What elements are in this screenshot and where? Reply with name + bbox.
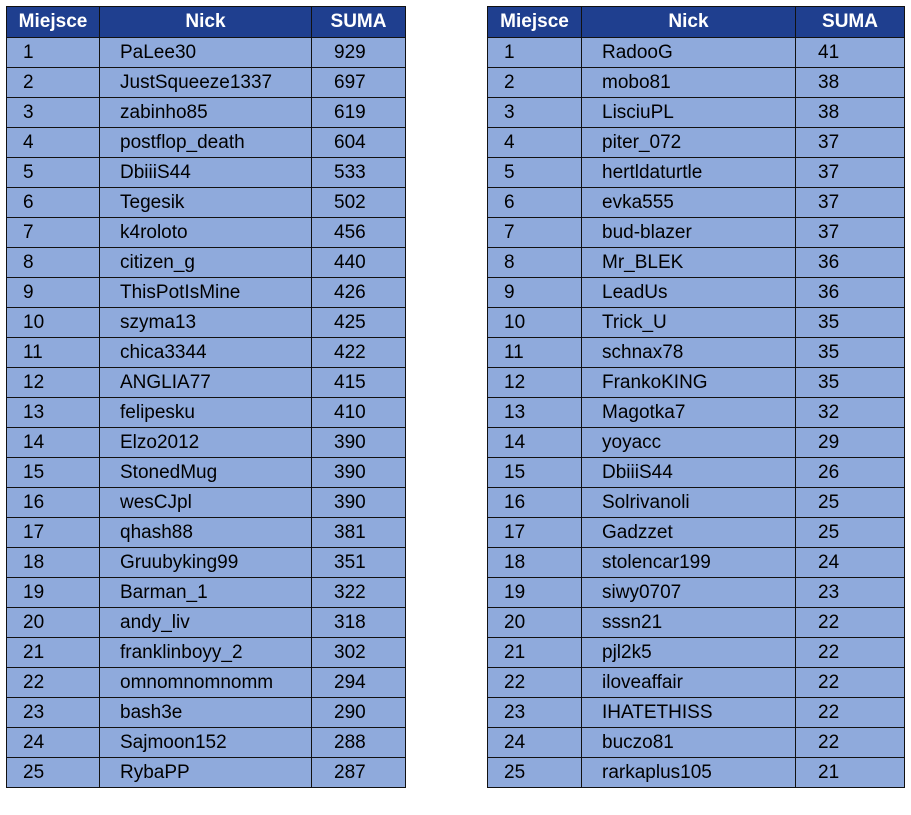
table-row	[488, 608, 905, 638]
header-nick: Nick	[582, 7, 796, 38]
suma-cell: 41	[796, 38, 905, 68]
table-row	[7, 128, 406, 158]
place-cell: 16	[488, 488, 582, 518]
place-cell: 24	[488, 728, 582, 758]
place-cell: 18	[7, 548, 100, 578]
table-row	[7, 518, 406, 548]
suma-cell: 604	[312, 128, 406, 158]
place-cell: 17	[488, 518, 582, 548]
place-cell: 4	[7, 128, 100, 158]
ranking-table-right	[487, 6, 905, 788]
table-row	[7, 638, 406, 668]
place-cell: 25	[7, 758, 100, 788]
table-row	[7, 218, 406, 248]
table-row	[488, 98, 905, 128]
table-row	[488, 128, 905, 158]
table-row	[488, 518, 905, 548]
place-cell: 14	[7, 428, 100, 458]
nick-cell: schnax78	[582, 338, 796, 368]
nick-cell: pjl2k5	[582, 638, 796, 668]
place-cell: 9	[7, 278, 100, 308]
nick-cell: LisciuPL	[582, 98, 796, 128]
nick-cell: szyma13	[100, 308, 312, 338]
nick-cell: Mr_BLEK	[582, 248, 796, 278]
table-row	[488, 638, 905, 668]
place-cell: 17	[7, 518, 100, 548]
table-row	[488, 758, 905, 788]
nick-cell: postflop_death	[100, 128, 312, 158]
header-suma: SUMA	[312, 7, 406, 38]
suma-cell: 37	[796, 188, 905, 218]
suma-cell: 22	[796, 698, 905, 728]
suma-cell: 23	[796, 578, 905, 608]
suma-cell: 35	[796, 308, 905, 338]
table-row	[488, 368, 905, 398]
header-row	[7, 7, 406, 38]
suma-cell: 440	[312, 248, 406, 278]
nick-cell: hertldaturtle	[582, 158, 796, 188]
table-row	[7, 548, 406, 578]
suma-cell: 390	[312, 458, 406, 488]
nick-cell: bud-blazer	[582, 218, 796, 248]
place-cell: 22	[7, 668, 100, 698]
suma-cell: 287	[312, 758, 406, 788]
nick-cell: zabinho85	[100, 98, 312, 128]
place-cell: 19	[7, 578, 100, 608]
nick-cell: FrankoKING	[582, 368, 796, 398]
suma-cell: 22	[796, 638, 905, 668]
table-body	[7, 38, 406, 788]
nick-cell: Barman_1	[100, 578, 312, 608]
suma-cell: 37	[796, 128, 905, 158]
nick-cell: rarkaplus105	[582, 758, 796, 788]
table-row	[488, 188, 905, 218]
table-row	[7, 98, 406, 128]
table-row	[7, 158, 406, 188]
place-cell: 1	[488, 38, 582, 68]
table-row	[7, 428, 406, 458]
place-cell: 2	[7, 68, 100, 98]
place-cell: 5	[7, 158, 100, 188]
table-row	[7, 458, 406, 488]
place-cell: 5	[488, 158, 582, 188]
header-row	[488, 7, 905, 38]
table-row	[7, 38, 406, 68]
suma-cell: 21	[796, 758, 905, 788]
table-row	[7, 608, 406, 638]
table-row	[7, 68, 406, 98]
nick-cell: Solrivanoli	[582, 488, 796, 518]
place-cell: 15	[7, 458, 100, 488]
suma-cell: 351	[312, 548, 406, 578]
place-cell: 11	[488, 338, 582, 368]
table-row	[7, 308, 406, 338]
place-cell: 15	[488, 458, 582, 488]
table-row	[488, 458, 905, 488]
suma-cell: 533	[312, 158, 406, 188]
suma-cell: 381	[312, 518, 406, 548]
suma-cell: 425	[312, 308, 406, 338]
suma-cell: 502	[312, 188, 406, 218]
suma-cell: 22	[796, 668, 905, 698]
nick-cell: siwy0707	[582, 578, 796, 608]
suma-cell: 290	[312, 698, 406, 728]
table-row	[488, 698, 905, 728]
place-cell: 19	[488, 578, 582, 608]
table-row	[488, 548, 905, 578]
table-row	[7, 338, 406, 368]
place-cell: 6	[7, 188, 100, 218]
suma-cell: 29	[796, 428, 905, 458]
place-cell: 22	[488, 668, 582, 698]
table-row	[7, 278, 406, 308]
place-cell: 25	[488, 758, 582, 788]
suma-cell: 36	[796, 248, 905, 278]
place-cell: 18	[488, 548, 582, 578]
nick-cell: JustSqueeze1337	[100, 68, 312, 98]
nick-cell: piter_072	[582, 128, 796, 158]
table-row	[7, 668, 406, 698]
table-row	[7, 248, 406, 278]
header-place: Miejsce	[488, 7, 582, 38]
nick-cell: RadooG	[582, 38, 796, 68]
table-row	[488, 728, 905, 758]
place-cell: 20	[7, 608, 100, 638]
suma-cell: 22	[796, 728, 905, 758]
suma-cell: 37	[796, 158, 905, 188]
table-row	[7, 728, 406, 758]
nick-cell: Trick_U	[582, 308, 796, 338]
table-row	[488, 248, 905, 278]
nick-cell: DbiiiS44	[100, 158, 312, 188]
suma-cell: 426	[312, 278, 406, 308]
table-row	[488, 338, 905, 368]
suma-cell: 22	[796, 608, 905, 638]
suma-cell: 422	[312, 338, 406, 368]
table-row	[488, 38, 905, 68]
place-cell: 7	[488, 218, 582, 248]
suma-cell: 38	[796, 68, 905, 98]
place-cell: 7	[7, 218, 100, 248]
suma-cell: 35	[796, 368, 905, 398]
nick-cell: Gruubyking99	[100, 548, 312, 578]
nick-cell: evka555	[582, 188, 796, 218]
suma-cell: 318	[312, 608, 406, 638]
place-cell: 3	[7, 98, 100, 128]
nick-cell: DbiiiS44	[582, 458, 796, 488]
table-row	[7, 368, 406, 398]
ranking-table-left	[6, 6, 406, 788]
place-cell: 10	[488, 308, 582, 338]
suma-cell: 32	[796, 398, 905, 428]
table-row	[7, 698, 406, 728]
suma-cell: 929	[312, 38, 406, 68]
nick-cell: wesCJpl	[100, 488, 312, 518]
nick-cell: franklinboyy_2	[100, 638, 312, 668]
suma-cell: 26	[796, 458, 905, 488]
table-row	[7, 488, 406, 518]
suma-cell: 36	[796, 278, 905, 308]
place-cell: 14	[488, 428, 582, 458]
nick-cell: bash3e	[100, 698, 312, 728]
nick-cell: chica3344	[100, 338, 312, 368]
table-row	[488, 218, 905, 248]
nick-cell: ThisPotIsMine	[100, 278, 312, 308]
table-row	[488, 428, 905, 458]
table-row	[488, 308, 905, 338]
place-cell: 8	[7, 248, 100, 278]
place-cell: 9	[488, 278, 582, 308]
header-suma: SUMA	[796, 7, 905, 38]
place-cell: 3	[488, 98, 582, 128]
table-row	[488, 158, 905, 188]
table-row	[7, 578, 406, 608]
table-row	[488, 488, 905, 518]
suma-cell: 322	[312, 578, 406, 608]
suma-cell: 25	[796, 488, 905, 518]
place-cell: 6	[488, 188, 582, 218]
nick-cell: Magotka7	[582, 398, 796, 428]
nick-cell: mobo81	[582, 68, 796, 98]
place-cell: 20	[488, 608, 582, 638]
table-row	[488, 398, 905, 428]
nick-cell: andy_liv	[100, 608, 312, 638]
nick-cell: yoyacc	[582, 428, 796, 458]
nick-cell: sssn21	[582, 608, 796, 638]
suma-cell: 390	[312, 488, 406, 518]
suma-cell: 410	[312, 398, 406, 428]
table-row	[7, 758, 406, 788]
nick-cell: LeadUs	[582, 278, 796, 308]
suma-cell: 619	[312, 98, 406, 128]
suma-cell: 456	[312, 218, 406, 248]
header-nick: Nick	[100, 7, 312, 38]
nick-cell: StonedMug	[100, 458, 312, 488]
place-cell: 23	[7, 698, 100, 728]
suma-cell: 294	[312, 668, 406, 698]
place-cell: 21	[488, 638, 582, 668]
header-place: Miejsce	[7, 7, 100, 38]
place-cell: 16	[7, 488, 100, 518]
suma-cell: 302	[312, 638, 406, 668]
table-row	[7, 188, 406, 218]
nick-cell: omnomnomnomm	[100, 668, 312, 698]
place-cell: 23	[488, 698, 582, 728]
nick-cell: IHATETHISS	[582, 698, 796, 728]
place-cell: 10	[7, 308, 100, 338]
place-cell: 21	[7, 638, 100, 668]
nick-cell: buczo81	[582, 728, 796, 758]
nick-cell: PaLee30	[100, 38, 312, 68]
suma-cell: 25	[796, 518, 905, 548]
suma-cell: 38	[796, 98, 905, 128]
nick-cell: ANGLIA77	[100, 368, 312, 398]
nick-cell: felipesku	[100, 398, 312, 428]
nick-cell: Gadzzet	[582, 518, 796, 548]
suma-cell: 288	[312, 728, 406, 758]
nick-cell: RybaPP	[100, 758, 312, 788]
table-body	[488, 38, 905, 788]
nick-cell: citizen_g	[100, 248, 312, 278]
place-cell: 12	[7, 368, 100, 398]
nick-cell: Elzo2012	[100, 428, 312, 458]
place-cell: 4	[488, 128, 582, 158]
table-row	[7, 398, 406, 428]
table-row	[488, 68, 905, 98]
nick-cell: k4roloto	[100, 218, 312, 248]
place-cell: 11	[7, 338, 100, 368]
place-cell: 13	[7, 398, 100, 428]
suma-cell: 35	[796, 338, 905, 368]
place-cell: 24	[7, 728, 100, 758]
place-cell: 2	[488, 68, 582, 98]
nick-cell: Sajmoon152	[100, 728, 312, 758]
nick-cell: iloveaffair	[582, 668, 796, 698]
suma-cell: 24	[796, 548, 905, 578]
table-row	[488, 668, 905, 698]
suma-cell: 415	[312, 368, 406, 398]
table-row	[488, 278, 905, 308]
place-cell: 1	[7, 38, 100, 68]
suma-cell: 37	[796, 218, 905, 248]
suma-cell: 390	[312, 428, 406, 458]
place-cell: 13	[488, 398, 582, 428]
nick-cell: stolencar199	[582, 548, 796, 578]
nick-cell: Tegesik	[100, 188, 312, 218]
table-row	[488, 578, 905, 608]
place-cell: 8	[488, 248, 582, 278]
nick-cell: qhash88	[100, 518, 312, 548]
place-cell: 12	[488, 368, 582, 398]
suma-cell: 697	[312, 68, 406, 98]
